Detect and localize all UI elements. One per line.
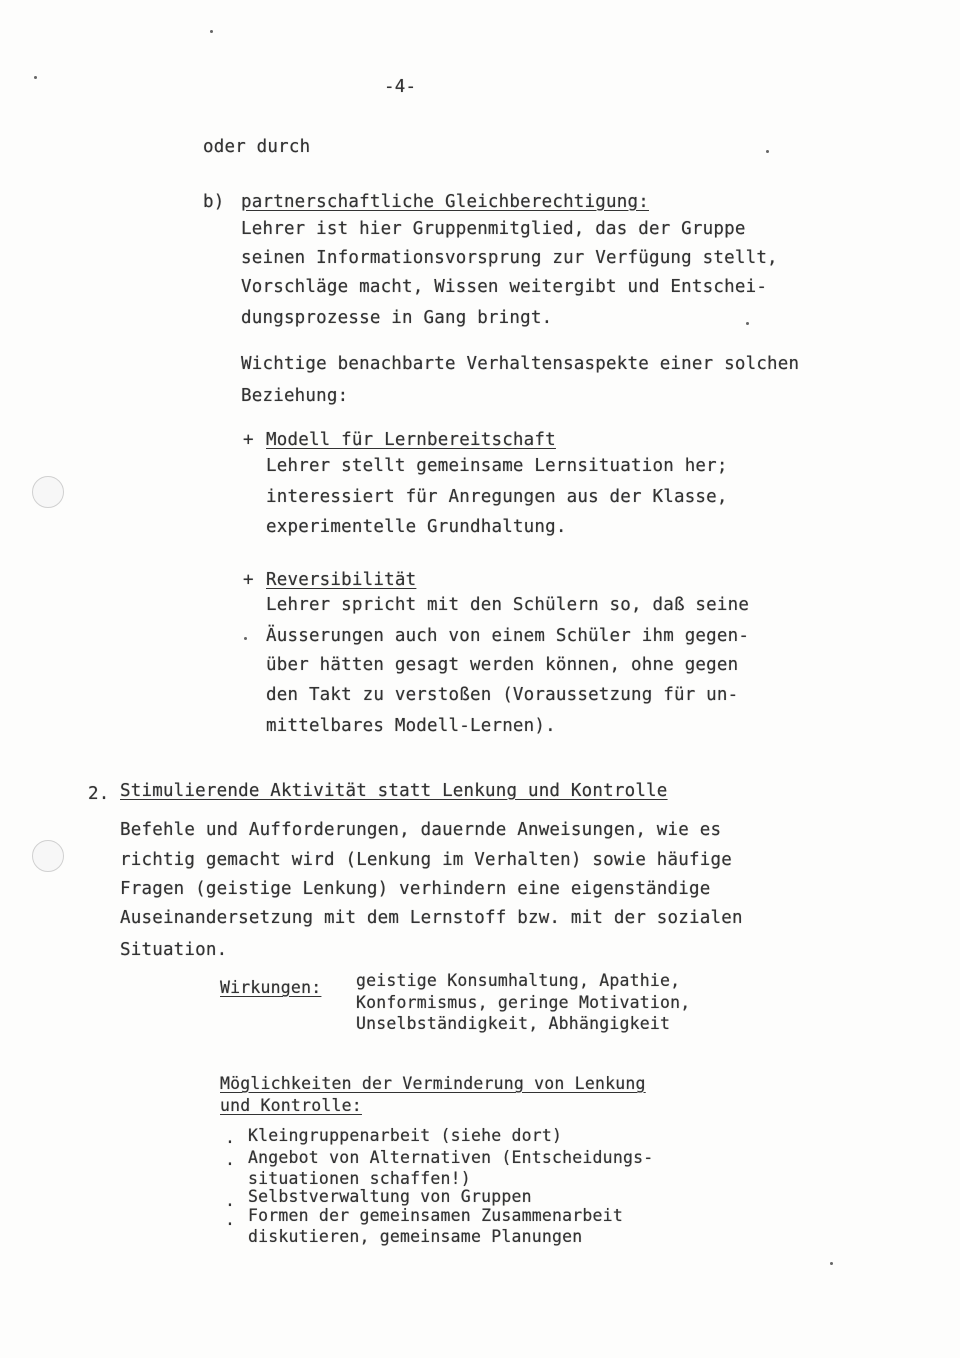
reduction-heading: Möglichkeiten der Verminderung von Lenkung	[220, 1074, 646, 1093]
item-b-line: seinen Informationsvorsprung zur Verfügung stellt,	[241, 248, 778, 268]
item-b-marker: b)	[203, 192, 225, 212]
speck	[766, 150, 769, 153]
reduction-marker: .	[225, 1191, 236, 1210]
item-b-heading: partnerschaftliche Gleichberechtigung:	[241, 192, 649, 212]
punch-hole-bottom	[32, 840, 64, 872]
speck	[244, 637, 247, 640]
speck	[210, 30, 213, 33]
aspects-line: Beziehung:	[241, 386, 349, 406]
speck	[830, 1262, 833, 1265]
bullet-line: den Takt zu verstoßen (Voraussetzung für un-	[266, 685, 739, 705]
section-2-line: Fragen (geistige Lenkung) verhindern eine eigenständige	[120, 879, 711, 899]
bullet-line: Lehrer stellt gemeinsame Lernsituation her;	[266, 456, 728, 476]
reduction-marker: .	[225, 1210, 236, 1229]
effects-line: Konformismus, geringe Motivation,	[356, 993, 691, 1012]
intro-text: oder durch	[203, 137, 311, 157]
section-2-number: 2.	[88, 784, 110, 804]
effects-label: Wirkungen:	[220, 978, 322, 997]
section-2-heading: Stimulierende Aktivität statt Lenkung und Kontrolle	[120, 781, 668, 801]
bullet-heading-model: Modell für Lernbereitschaft	[266, 430, 556, 450]
bullet-line: interessiert für Anregungen aus der Klasse,	[266, 487, 728, 507]
bullet-line: über hätten gesagt werden können, ohne gegen	[266, 655, 739, 675]
item-b-line: Lehrer ist hier Gruppenmitglied, das der Gruppe	[241, 219, 746, 239]
section-2-line: richtig gemacht wird (Lenkung im Verhalten) sowie häufige	[120, 850, 732, 870]
reduction-heading: und Kontrolle:	[220, 1096, 362, 1115]
reduction-item-line: situationen schaffen!)	[248, 1169, 471, 1188]
section-2-line: Auseinandersetzung mit dem Lernstoff bzw. mit der sozialen	[120, 908, 743, 928]
speck	[746, 322, 749, 325]
bullet-line: Äusserungen auch von einem Schüler ihm gegen-	[266, 626, 750, 646]
bullet-line: Lehrer spricht mit den Schülern so, daß seine	[266, 595, 750, 615]
section-2-line: Befehle und Aufforderungen, dauernde Anweisungen, wie es	[120, 820, 722, 840]
reduction-item-line: diskutieren, gemeinsame Planungen	[248, 1227, 583, 1246]
reduction-item-line: Formen der gemeinsamen Zusammenarbeit	[248, 1206, 623, 1225]
bullet-marker: +	[243, 430, 254, 450]
aspects-line: Wichtige benachbarte Verhaltensaspekte einer solchen	[241, 354, 800, 374]
reduction-item-line: Angebot von Alternativen (Entscheidungs-	[248, 1148, 654, 1167]
bullet-line: experimentelle Grundhaltung.	[266, 517, 567, 537]
bullet-marker: +	[243, 570, 254, 590]
punch-hole-top	[32, 476, 64, 508]
reduction-marker: .	[225, 1128, 236, 1147]
effects-line: Unselbständigkeit, Abhängigkeit	[356, 1014, 671, 1033]
bullet-heading-reversibility: Reversibilität	[266, 570, 417, 590]
section-2-line: Situation.	[120, 940, 228, 960]
effects-line: geistige Konsumhaltung, Apathie,	[356, 971, 681, 990]
reduction-marker: .	[225, 1150, 236, 1169]
item-b-line: dungsprozesse in Gang bringt.	[241, 308, 553, 328]
item-b-line: Vorschläge macht, Wissen weitergibt und Entschei-	[241, 277, 768, 297]
reduction-item-line: Kleingruppenarbeit (siehe dort)	[248, 1126, 563, 1145]
bullet-line: mittelbares Modell-Lernen).	[266, 716, 556, 736]
page-number: -4-	[384, 77, 417, 97]
reduction-item-line: Selbstverwaltung von Gruppen	[248, 1187, 532, 1206]
speck	[34, 76, 37, 79]
